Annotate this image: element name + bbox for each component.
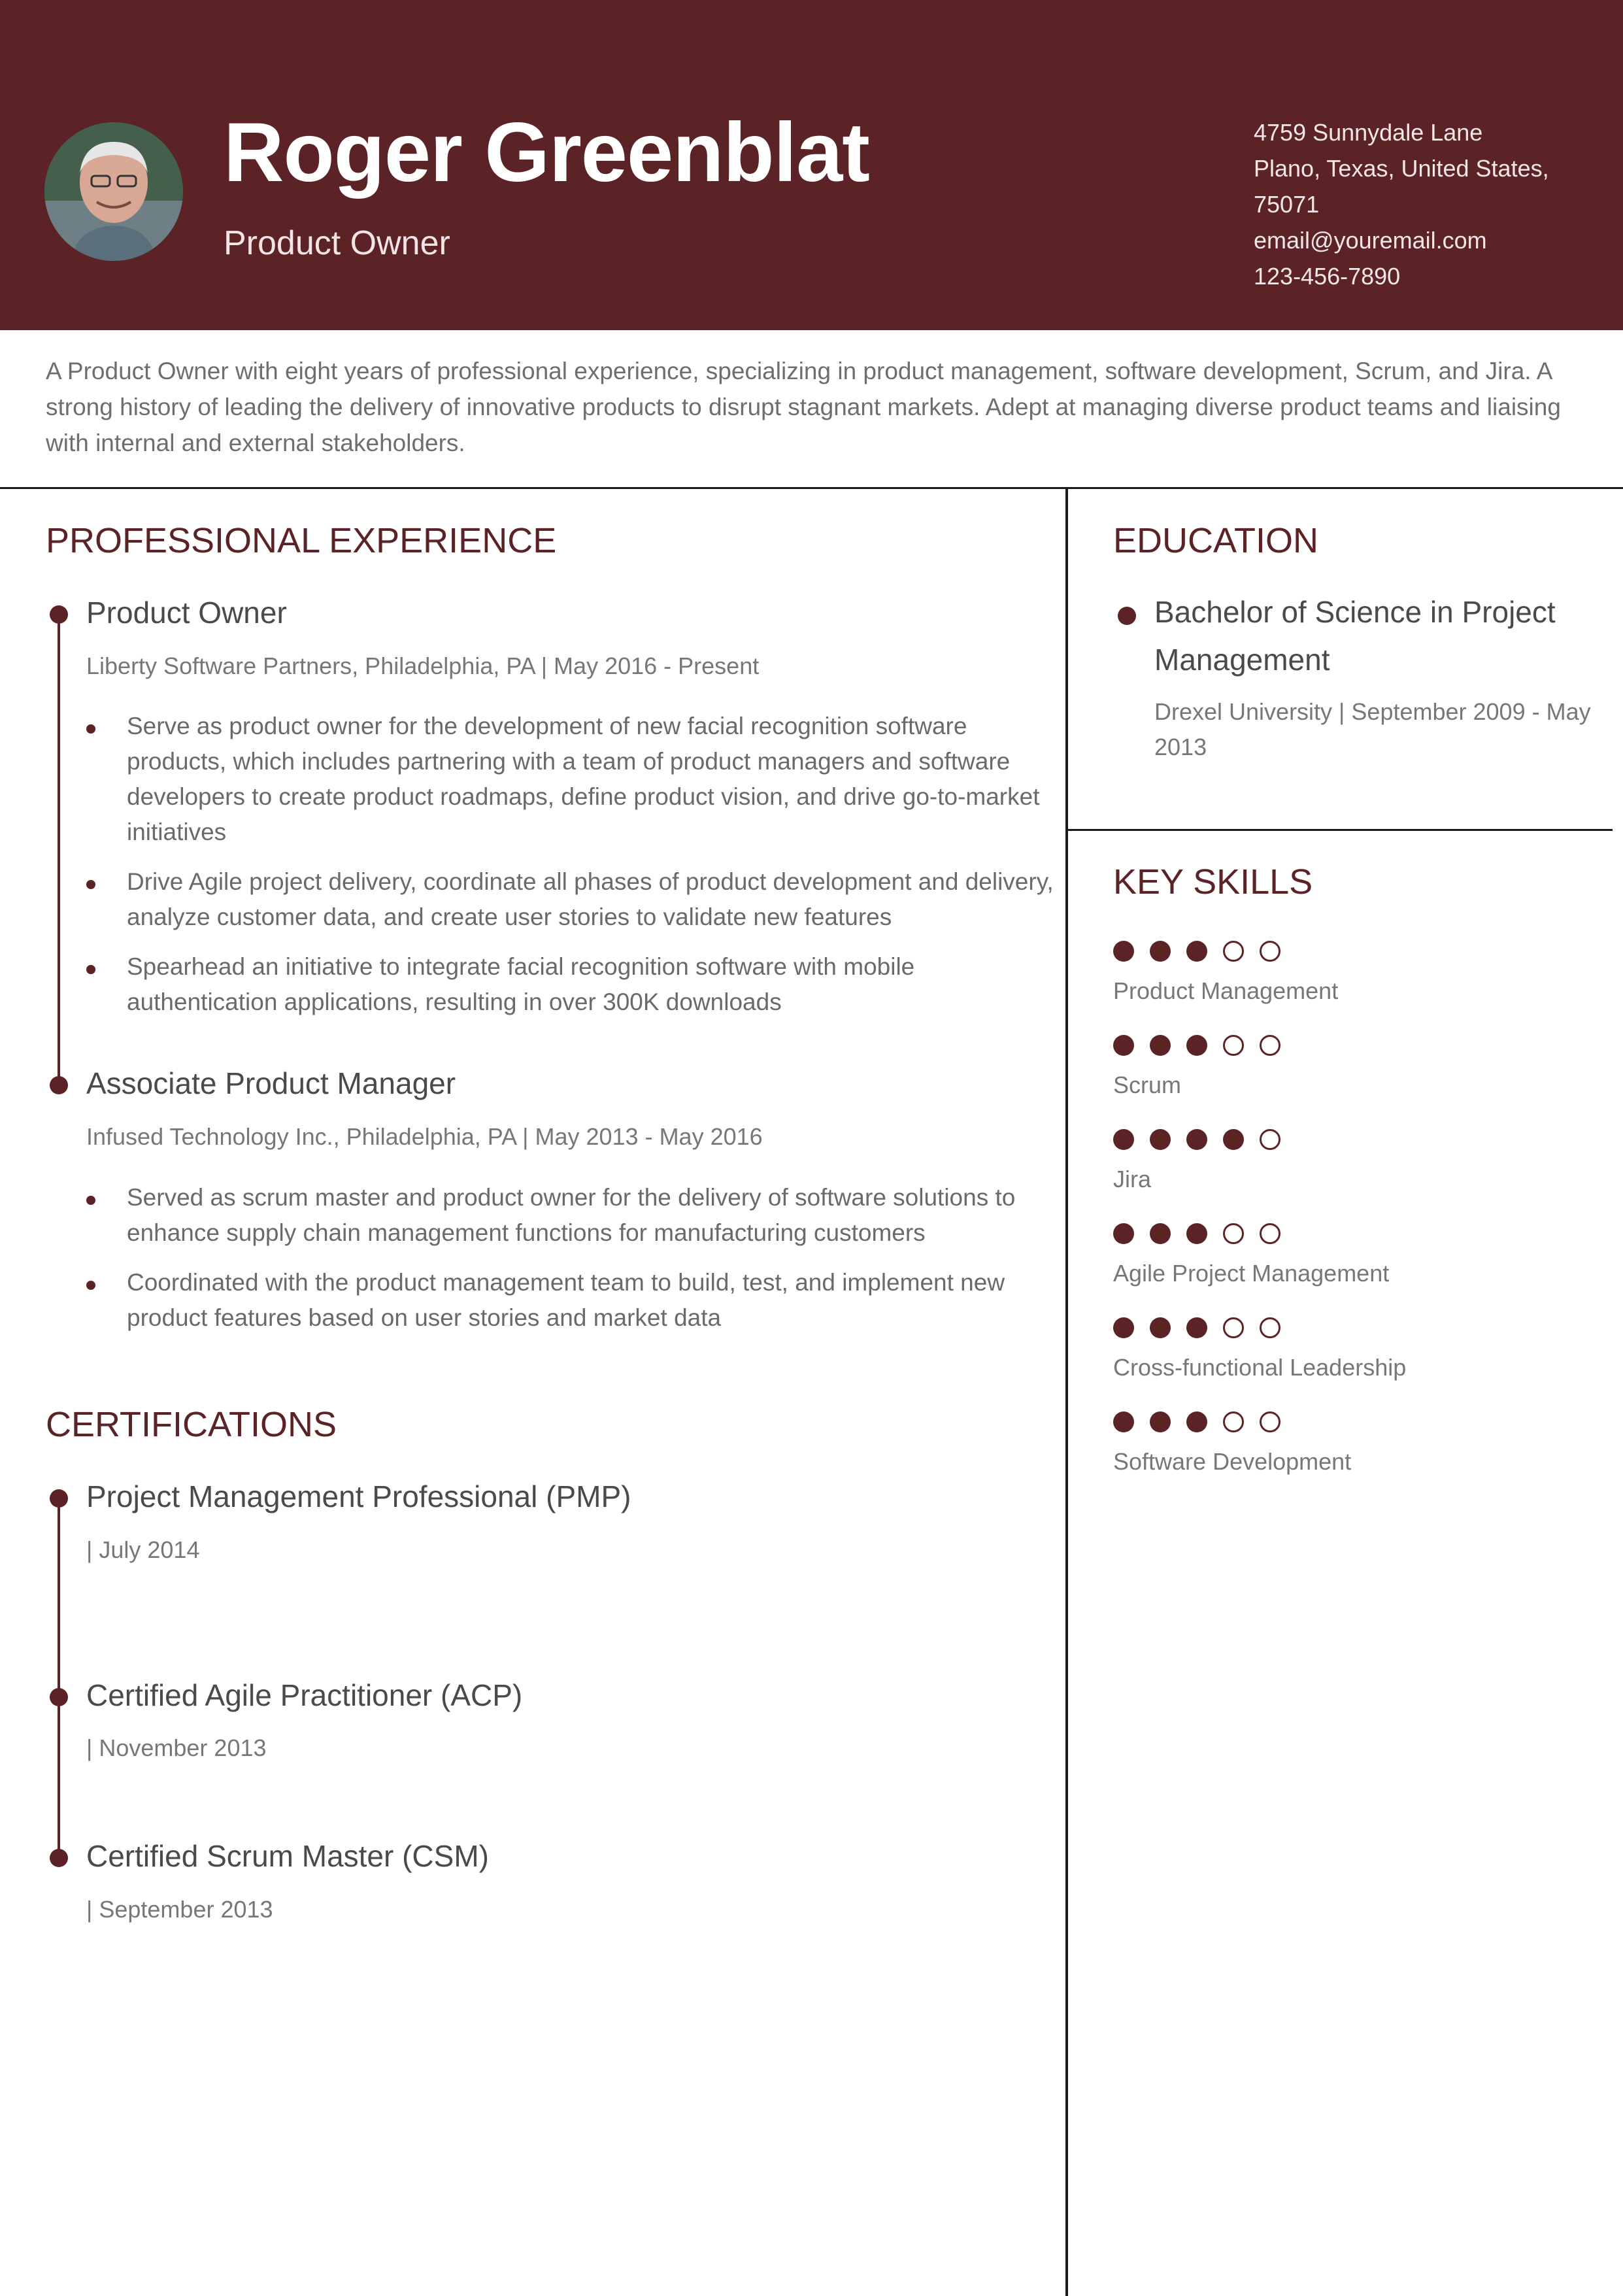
rating-dot-empty — [1260, 1035, 1280, 1056]
certification-date: | September 2013 — [86, 1896, 273, 1923]
skill-name: Jira — [1113, 1166, 1152, 1192]
certifications-heading: CERTIFICATIONS — [46, 1405, 337, 1444]
phone-number: 123-456-7890 — [1254, 263, 1401, 290]
divider-horizontal — [0, 487, 1623, 489]
job-meta: Infused Technology Inc., Philadelphia, PA | May 2013 - May 2016 — [86, 1123, 763, 1150]
rating-dot-empty — [1260, 1129, 1280, 1150]
skill-name: Product Management — [1113, 977, 1339, 1004]
skill-rating — [1113, 1223, 1280, 1244]
candidate-title: Product Owner — [224, 224, 450, 262]
email-link[interactable]: email@youremail.com — [1254, 227, 1487, 254]
address-line-2: Plano, Texas, United States, — [1254, 155, 1549, 182]
rating-dot-empty — [1260, 1317, 1280, 1338]
rating-dot-filled — [1150, 1223, 1171, 1244]
list-item: Drive Agile project delivery, coordinate all phases of product development and delivery, analyze customer data, and create user stories to validate new features — [127, 864, 1055, 935]
degree-title: Bachelor of Science in Project Management — [1154, 595, 1556, 677]
rating-dot-empty — [1223, 941, 1244, 962]
rating-dot-filled — [1113, 1129, 1134, 1150]
experience-timeline — [58, 615, 60, 1085]
rating-dot-empty — [1223, 1223, 1244, 1244]
rating-dot-filled — [1186, 941, 1207, 962]
profile-summary: A Product Owner with eight years of professional experience, specializing in product management, software development, Scrum, and Jira. A strong history of leading the delivery of innovative products to disrupt stagnant markets. Adept at managing diverse product teams and liaising with internal and external stakeholders. — [46, 358, 1561, 456]
education-meta: Drexel University | September 2009 - May 2013 — [1154, 698, 1591, 760]
timeline-dot — [50, 605, 68, 624]
rating-dot-filled — [1113, 1317, 1134, 1338]
contact-info — [1254, 114, 1594, 294]
job-title: Associate Product Manager — [86, 1066, 456, 1100]
skill-rating — [1113, 1411, 1280, 1432]
rating-dot-filled — [1186, 1035, 1207, 1056]
timeline-dot — [50, 1076, 68, 1094]
timeline-dot — [50, 1849, 68, 1867]
job-bullets — [127, 1180, 1055, 1350]
header-banner — [0, 0, 1623, 330]
rating-dot-filled — [1186, 1411, 1207, 1432]
certification-date: | November 2013 — [86, 1734, 267, 1761]
skill-name: Cross-functional Leadership — [1113, 1354, 1407, 1381]
skill-rating — [1113, 1129, 1280, 1150]
certification-title: Certified Agile Practitioner (ACP) — [86, 1678, 523, 1712]
rating-dot-filled — [1150, 1035, 1171, 1056]
list-item: Coordinated with the product management team to build, test, and implement new product features based on user stories and market data — [127, 1265, 1055, 1336]
rating-dot-empty — [1223, 1035, 1244, 1056]
rating-dot-filled — [1113, 1411, 1134, 1432]
education-dot — [1118, 607, 1136, 625]
education-heading: EDUCATION — [1113, 521, 1319, 560]
avatar — [44, 122, 183, 261]
list-item: Served as scrum master and product owner for the delivery of software solutions to enhance supply chain management functions for manufacturing customers — [127, 1180, 1055, 1251]
rating-dot-filled — [1150, 1317, 1171, 1338]
certification-title: Certified Scrum Master (CSM) — [86, 1839, 489, 1873]
job-bullets — [127, 709, 1055, 1034]
skill-rating — [1113, 1035, 1280, 1056]
certification-title: Project Management Professional (PMP) — [86, 1479, 631, 1513]
timeline-dot — [50, 1489, 68, 1508]
job-meta: Liberty Software Partners, Philadelphia, PA | May 2016 - Present — [86, 652, 760, 679]
rating-dot-filled — [1150, 1411, 1171, 1432]
address-line-1: 4759 Sunnydale Lane — [1254, 119, 1483, 146]
skills-heading: KEY SKILLS — [1113, 862, 1313, 902]
rating-dot-empty — [1260, 1223, 1280, 1244]
experience-heading: PROFESSIONAL EXPERIENCE — [46, 521, 557, 560]
address-line-3: 75071 — [1254, 191, 1320, 218]
rating-dot-empty — [1223, 1411, 1244, 1432]
rating-dot-filled — [1150, 941, 1171, 962]
skill-name: Agile Project Management — [1113, 1260, 1390, 1287]
rating-dot-filled — [1113, 941, 1134, 962]
list-item: Serve as product owner for the development of new facial recognition software products, which includes partnering with a team of product managers and software developers to create product roadmaps, define product vision, and drive go-to-market initiatives — [127, 709, 1055, 850]
certification-date: | July 2014 — [86, 1536, 200, 1563]
rating-dot-filled — [1150, 1129, 1171, 1150]
rating-dot-filled — [1186, 1129, 1207, 1150]
rating-dot-filled — [1186, 1223, 1207, 1244]
skill-name: Scrum — [1113, 1072, 1182, 1098]
rating-dot-empty — [1260, 1411, 1280, 1432]
divider-education-skills — [1067, 829, 1613, 831]
timeline-dot — [50, 1688, 68, 1706]
skill-rating — [1113, 941, 1280, 962]
skill-rating — [1113, 1317, 1280, 1338]
divider-vertical — [1065, 487, 1068, 2296]
rating-dot-filled — [1223, 1129, 1244, 1150]
certifications-timeline — [58, 1498, 60, 1858]
rating-dot-filled — [1186, 1317, 1207, 1338]
rating-dot-filled — [1113, 1223, 1134, 1244]
skill-name: Software Development — [1113, 1448, 1352, 1475]
rating-dot-empty — [1223, 1317, 1244, 1338]
list-item: Spearhead an initiative to integrate facial recognition software with mobile authentication applications, resulting in over 300K downloads — [127, 949, 1055, 1020]
rating-dot-filled — [1113, 1035, 1134, 1056]
candidate-name: Roger Greenblat — [224, 106, 869, 199]
rating-dot-empty — [1260, 941, 1280, 962]
job-title: Product Owner — [86, 596, 287, 630]
